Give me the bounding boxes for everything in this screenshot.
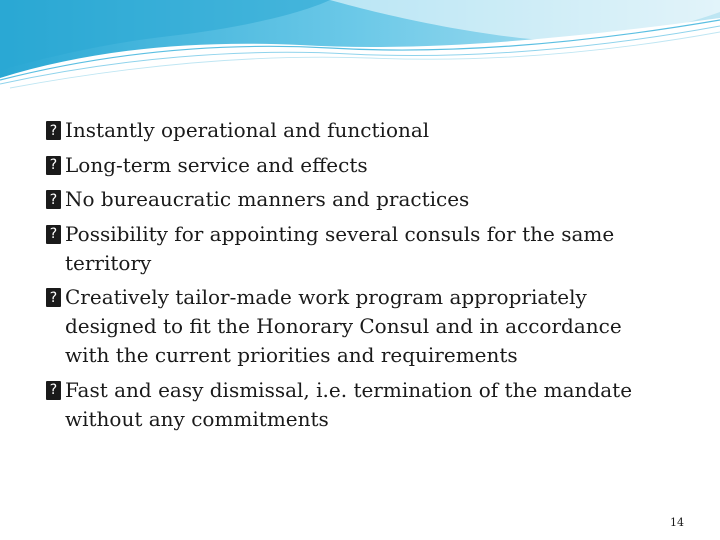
- bullet-list: [46, 116, 656, 439]
- bullet-item: [46, 116, 656, 145]
- bullet-text: Fast and easy dismissal, i.e. termination of the mandate without any commitments: [65, 377, 633, 431]
- header-wave-decoration: [0, 0, 720, 90]
- replacement-character-icon: ?: [46, 381, 61, 400]
- replacement-character-icon: ?: [46, 190, 61, 209]
- bullet-text: Long-term service and effects: [65, 152, 368, 177]
- replacement-character-icon: ?: [46, 156, 61, 175]
- bullet-item: [46, 185, 656, 214]
- bullet-text: Instantly operational and functional: [65, 118, 430, 142]
- bullet-text: No bureaucratic manners and practices: [65, 187, 470, 211]
- bullet-item: [46, 151, 656, 180]
- bullet-item: [46, 283, 656, 370]
- replacement-character-icon: ?: [46, 225, 61, 244]
- bullet-item: [46, 376, 656, 434]
- replacement-character-icon: ?: [46, 288, 61, 307]
- replacement-character-icon: ?: [46, 121, 61, 140]
- slide-number: 14: [670, 516, 684, 529]
- bullet-text: Creatively tailor-made work program appropriately designed to fit the Honorary Consul and in accordance with the current priorities and requirements: [65, 285, 622, 367]
- bullet-text: Possibility for appointing several consuls for the same territory: [65, 221, 615, 275]
- bullet-item: [46, 220, 656, 278]
